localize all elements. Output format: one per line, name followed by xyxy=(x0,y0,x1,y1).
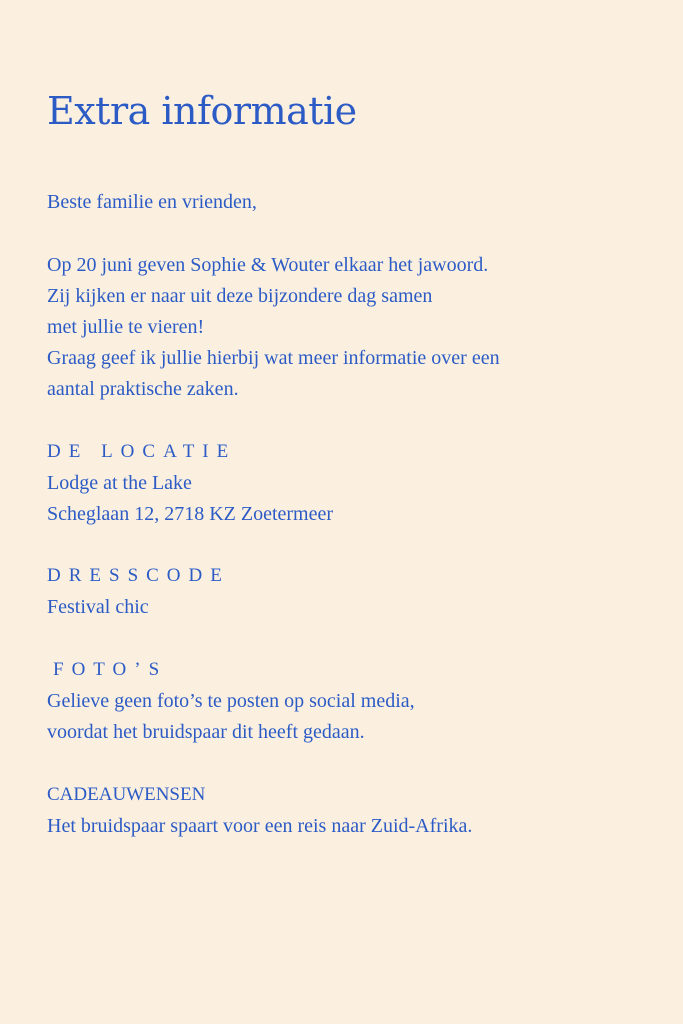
section-heading-locatie: DE LOCATIE xyxy=(47,441,237,462)
dresscode-value: Festival chic xyxy=(47,596,149,618)
intro-line: Graag geef ik jullie hierbij wat meer informatie over een xyxy=(47,347,500,369)
page-title: Extra informatie xyxy=(47,89,357,133)
intro-line: aantal praktische zaken. xyxy=(47,378,239,400)
intro-line: Op 20 juni geven Sophie & Wouter elkaar het jawoord. xyxy=(47,254,489,276)
cadeau-line: Het bruidspaar spaart voor een reis naar Zuid-Afrika. xyxy=(47,815,473,837)
intro-line: met jullie te vieren! xyxy=(47,316,205,338)
locatie-address: Scheglaan 12, 2718 KZ Zoetermeer xyxy=(47,503,334,525)
section-heading-cadeau: CADEAUWENSEN xyxy=(47,784,206,805)
section-heading-dresscode: DRESSCODE xyxy=(47,565,230,586)
section-heading-fotos: FOTO’S xyxy=(53,659,168,680)
fotos-line: Gelieve geen foto’s te posten op social media, xyxy=(47,690,415,712)
fotos-line: voordat het bruidspaar dit heeft gedaan. xyxy=(47,721,365,743)
greeting: Beste familie en vrienden, xyxy=(47,191,257,213)
intro-line: Zij kijken er naar uit deze bijzondere dag samen xyxy=(47,285,433,307)
locatie-venue: Lodge at the Lake xyxy=(47,472,192,494)
